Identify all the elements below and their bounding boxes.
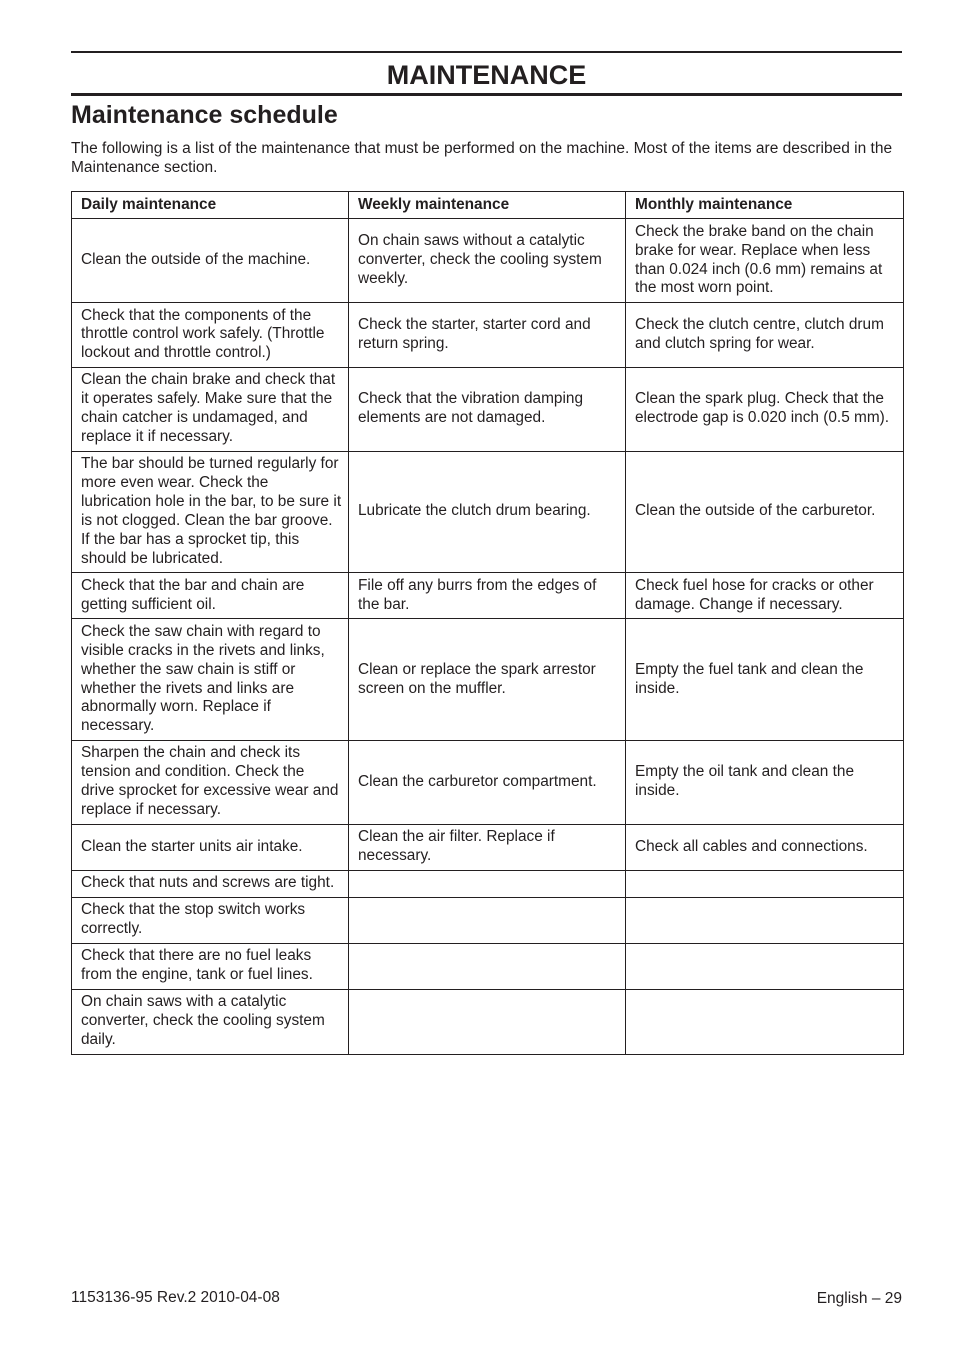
- daily-task-cell: Check that there are no fuel leaks from the engine, tank or fuel lines.: [72, 943, 349, 989]
- daily-task-cell: Check the saw chain with regard to visible cracks in the rivets and links, whether the saw chain is stiff or whether the rivets and links are abnormally worn. Replace if necessary.: [72, 619, 349, 741]
- daily-task-cell: Clean the outside of the machine.: [72, 219, 349, 303]
- weekly-task-cell: Check that the vibration damping elements are not damaged.: [349, 367, 626, 451]
- daily-task-cell: On chain saws with a catalytic converter, check the cooling system daily.: [72, 989, 349, 1054]
- intro-paragraph: The following is a list of the maintenance that must be performed on the machine. Most of the items are described in the Maintenance section.: [71, 140, 893, 176]
- weekly-task-cell: Clean the air filter. Replace if necessary.: [349, 824, 626, 870]
- weekly-task-cell: [349, 897, 626, 943]
- table-row: [72, 824, 904, 870]
- daily-task-cell: Check that the stop switch works correctly.: [72, 897, 349, 943]
- monthly-task-cell: [626, 897, 904, 943]
- table-row: [72, 573, 904, 619]
- monthly-task-cell: Empty the fuel tank and clean the inside.: [626, 619, 904, 741]
- daily-task-cell: The bar should be turned regularly for more even wear. Check the lubrication hole in the bar, to be sure it is not clogged. Clean the bar groove. If the bar has a sprocket tip, this should be lubricated.: [72, 451, 349, 573]
- table-row: [72, 897, 904, 943]
- weekly-task-cell: Check the starter, starter cord and return spring.: [349, 302, 626, 367]
- weekly-task-cell: Lubricate the clutch drum bearing.: [349, 451, 626, 573]
- table-row: [72, 870, 904, 897]
- monthly-task-cell: Check all cables and connections.: [626, 824, 904, 870]
- daily-task-cell: Sharpen the chain and check its tension and condition. Check the drive sprocket for excessive wear and replace if necessary.: [72, 740, 349, 824]
- maintenance-schedule-table: [71, 191, 904, 1055]
- table-row: [72, 943, 904, 989]
- weekly-task-cell: On chain saws without a catalytic converter, check the cooling system weekly.: [349, 219, 626, 303]
- daily-task-cell: Check that the bar and chain are getting sufficient oil.: [72, 573, 349, 619]
- document-id: 1153136-95 Rev.2 2010-04-08: [71, 1289, 280, 1306]
- table-row: [72, 302, 904, 367]
- monthly-task-cell: [626, 943, 904, 989]
- weekly-task-cell: [349, 989, 626, 1054]
- table-row: [72, 989, 904, 1054]
- monthly-task-cell: [626, 989, 904, 1054]
- section-title: MAINTENANCE: [386, 60, 587, 90]
- section-rule-top: [71, 51, 902, 53]
- daily-task-cell: Check that nuts and screws are tight.: [72, 870, 349, 897]
- column-header-monthly: Monthly maintenance: [626, 192, 904, 219]
- column-header-daily: Daily maintenance: [72, 192, 349, 219]
- monthly-task-cell: Clean the outside of the carburetor.: [626, 451, 904, 573]
- monthly-task-cell: Check fuel hose for cracks or other damage. Change if necessary.: [626, 573, 904, 619]
- daily-task-cell: Clean the chain brake and check that it operates safely. Make sure that the chain catcher is undamaged, and replace it if necessary.: [72, 367, 349, 451]
- section-rule-bottom: [71, 93, 902, 96]
- column-header-weekly: Weekly maintenance: [349, 192, 626, 219]
- daily-task-cell: Clean the starter units air intake.: [72, 824, 349, 870]
- table-row: [72, 619, 904, 741]
- weekly-task-cell: File off any burrs from the edges of the bar.: [349, 573, 626, 619]
- weekly-task-cell: Clean the carburetor compartment.: [349, 740, 626, 824]
- weekly-task-cell: Clean or replace the spark arrestor screen on the muffler.: [349, 619, 626, 741]
- page-heading: Maintenance schedule: [71, 101, 338, 129]
- table-row: [72, 219, 904, 303]
- weekly-task-cell: [349, 870, 626, 897]
- monthly-task-cell: Check the clutch centre, clutch drum and clutch spring for wear.: [626, 302, 904, 367]
- table-row: [72, 740, 904, 824]
- monthly-task-cell: Empty the oil tank and clean the inside.: [626, 740, 904, 824]
- table-row: [72, 367, 904, 451]
- daily-task-cell: Check that the components of the throttle control work safely. (Throttle lockout and throttle control.): [72, 302, 349, 367]
- page-number: English – 29: [816, 1290, 902, 1307]
- monthly-task-cell: [626, 870, 904, 897]
- table-row: [72, 451, 904, 573]
- monthly-task-cell: Check the brake band on the chain brake for wear. Replace when less than 0.024 inch (0.6 mm) remains at the most worn point.: [626, 219, 904, 303]
- monthly-task-cell: Clean the spark plug. Check that the electrode gap is 0.020 inch (0.5 mm).: [626, 367, 904, 451]
- table-header-row: [72, 192, 904, 219]
- weekly-task-cell: [349, 943, 626, 989]
